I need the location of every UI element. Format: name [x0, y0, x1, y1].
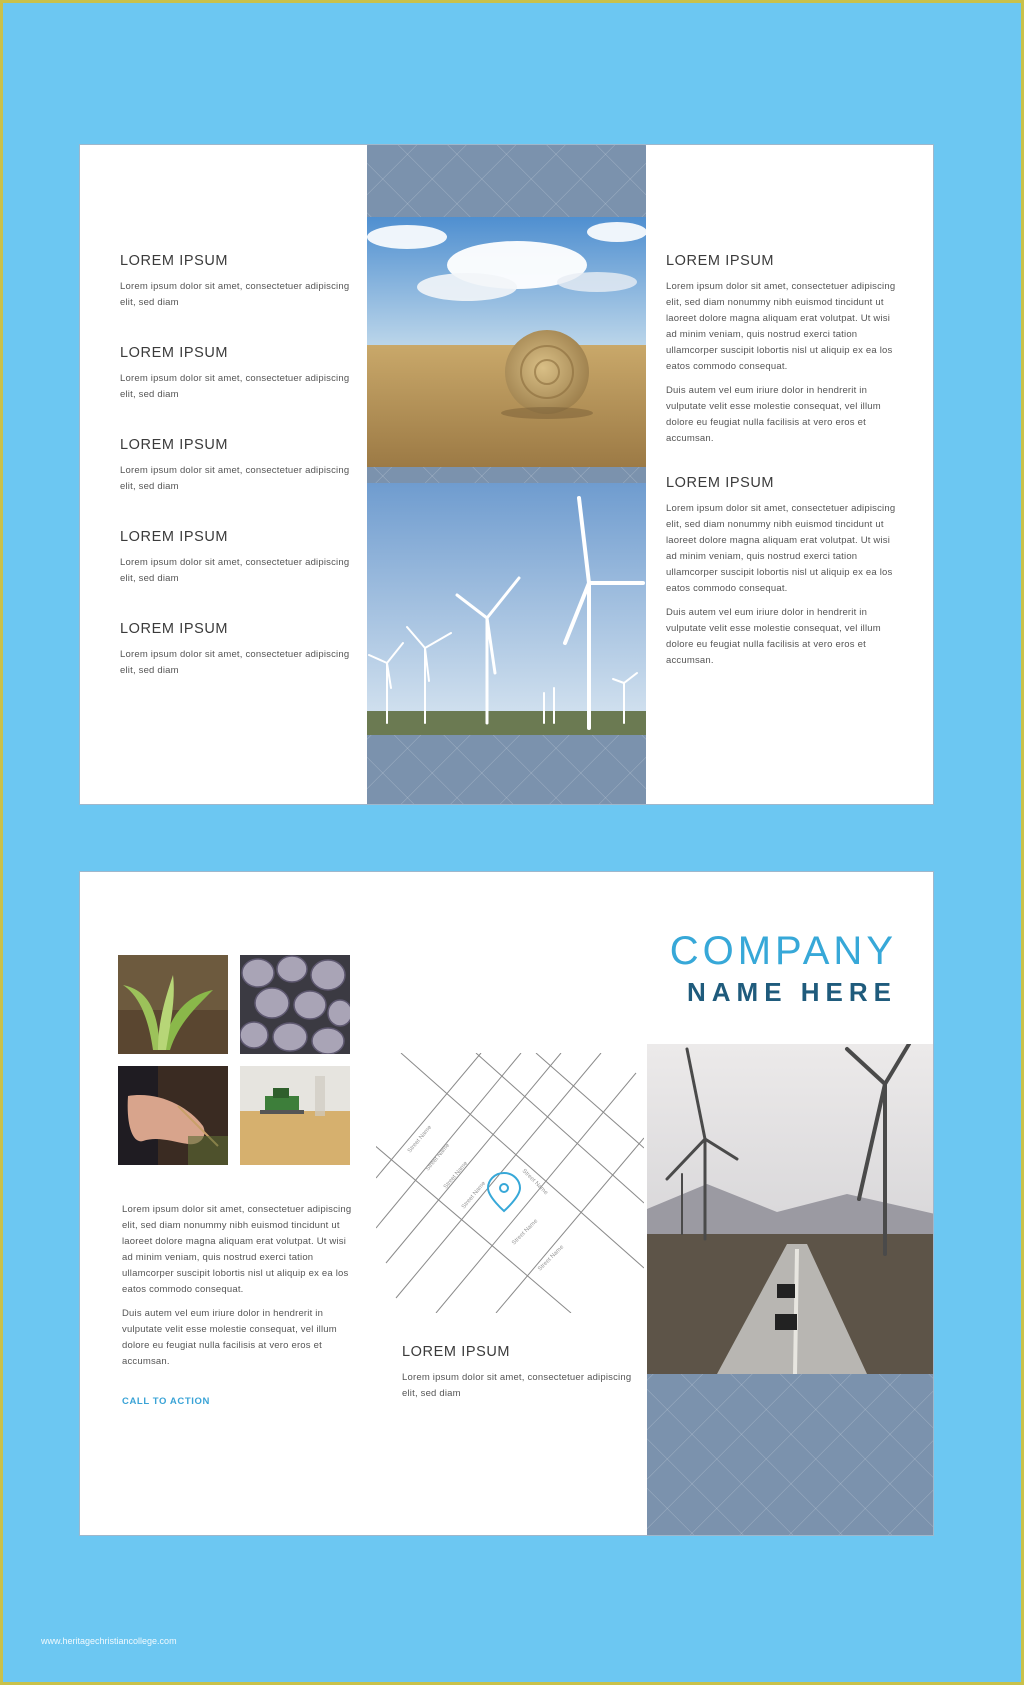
item-title: LOREM IPSUM	[120, 345, 229, 361]
item-text: Lorem ipsum dolor sit amet, consectetuer adipiscing elit, sed diam	[120, 373, 350, 400]
item-title: LOREM IPSUM	[120, 437, 229, 453]
street-label: Street Name	[511, 1218, 540, 1247]
body-paragraph: Duis autem vel eum iriure dolor in hendrerit in vulputate velit esse molestie consequat, vel illum dolore eu feugiat nulla facilisis at vero eros et accumsan.	[122, 1308, 337, 1367]
company-name-line2: NAME HERE	[686, 977, 897, 1007]
company-name-line1: COMPANY	[669, 929, 897, 973]
wind-turbines-photo	[367, 483, 646, 735]
map-caption-text: Lorem ipsum dolor sit amet, consectetuer adipiscing elit, sed diam	[402, 1372, 632, 1399]
hay-bale-photo	[367, 217, 646, 467]
street-map	[376, 1053, 644, 1313]
harvester-photo	[240, 1066, 350, 1165]
street-label: Street Name	[520, 1168, 549, 1197]
brochure-inside-spread	[79, 144, 934, 805]
call-to-action-link[interactable]: CALL TO ACTION	[122, 1396, 210, 1407]
item-title: LOREM IPSUM	[120, 529, 229, 545]
section-title: LOREM IPSUM	[666, 475, 775, 491]
street-label: Street Name	[460, 1180, 488, 1211]
section-paragraph: Duis autem vel eum iriure dolor in hendrerit in vulputate velit esse molestie consequat, vel illum dolore eu feugiat nulla facilisis at vero eros et accumsan.	[666, 607, 881, 666]
item-text: Lorem ipsum dolor sit amet, consectetuer adipiscing elit, sed diam	[120, 465, 350, 492]
pattern-panel	[647, 1374, 934, 1536]
street-label: Street Name	[537, 1244, 566, 1273]
item-text: Lorem ipsum dolor sit amet, consectetuer adipiscing elit, sed diam	[120, 281, 350, 308]
right-column	[666, 253, 896, 697]
item-text: Lorem ipsum dolor sit amet, consectetuer adipiscing elit, sed diam	[120, 649, 350, 676]
text-section	[666, 253, 896, 447]
garlic-photo	[240, 955, 350, 1054]
brochure-outside-spread	[79, 871, 934, 1536]
left-item	[120, 253, 350, 311]
map-caption-title: LOREM IPSUM	[402, 1344, 511, 1360]
body-paragraph: Lorem ipsum dolor sit amet, consectetuer adipiscing elit, sed diam nonummy nibh euismod tincidunt ut laoreet dolore magna aliquam erat volutpat. Ut wisi ad minim veniam, quis nostrud exerci tation ullamcorper suscipit lobortis nisl ut aliquip ex ea los eatos commodo consequat.	[122, 1204, 352, 1295]
watermark-text: www.heritagechristiancollege.com	[41, 1636, 177, 1646]
section-paragraph: Duis autem vel eum iriure dolor in hendrerit in vulputate velit esse molestie consequat, vel illum dolore eu feugiat nulla facilisis at vero eros et accumsan.	[666, 385, 881, 444]
left-item	[120, 529, 350, 587]
street-label: Street Name	[406, 1124, 434, 1155]
item-text: Lorem ipsum dolor sit amet, consectetuer adipiscing elit, sed diam	[120, 557, 350, 584]
map-caption	[402, 1344, 642, 1402]
hand-wheat-photo	[118, 1066, 228, 1165]
street-label: Street Name	[424, 1142, 452, 1173]
section-title: LOREM IPSUM	[666, 253, 775, 269]
road-turbines-photo	[647, 1044, 934, 1374]
section-paragraph: Lorem ipsum dolor sit amet, consectetuer adipiscing elit, sed diam nonummy nibh euismod tincidunt ut laoreet dolore magna aliquam erat volutpat. Ut wisi ad minim veniam, quis nostrud exerci tation ullamcorper suscipit lobortis nisl ut aliquip ex ea los eatos commodo consequat.	[666, 281, 896, 372]
street-label: Street Name	[442, 1160, 470, 1191]
location-pin-icon	[488, 1173, 520, 1211]
seedling-photo	[118, 955, 228, 1054]
left-item	[120, 345, 350, 403]
text-section	[666, 475, 896, 669]
company-name-block	[670, 930, 897, 1010]
body-text-column	[122, 1202, 352, 1407]
photo-grid	[118, 955, 352, 1165]
item-title: LOREM IPSUM	[120, 253, 229, 269]
left-item	[120, 621, 350, 679]
item-title: LOREM IPSUM	[120, 621, 229, 637]
section-paragraph: Lorem ipsum dolor sit amet, consectetuer adipiscing elit, sed diam nonummy nibh euismod tincidunt ut laoreet dolore magna aliquam erat volutpat. Ut wisi ad minim veniam, quis nostrud exerci tation ullamcorper suscipit lobortis nisl ut aliquip ex ea los eatos commodo consequat.	[666, 503, 896, 594]
left-item	[120, 437, 350, 495]
left-column	[120, 253, 350, 713]
